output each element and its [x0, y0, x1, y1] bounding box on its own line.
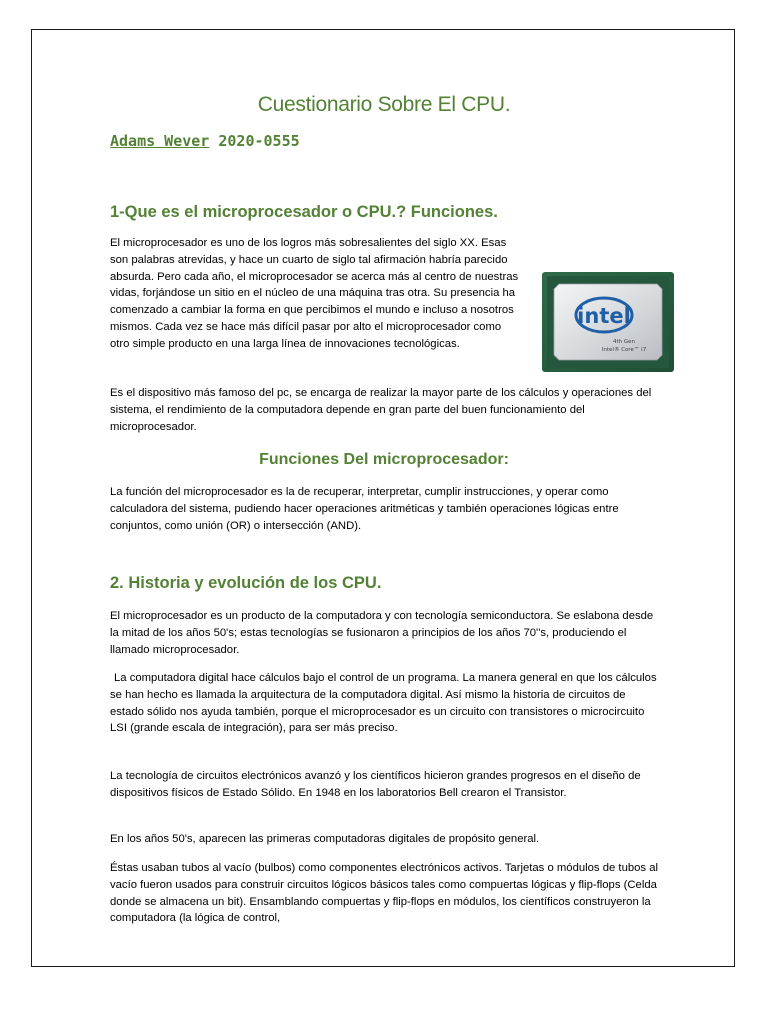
section-2-paragraph-2: La computadora digital hace cálculos bajo el control de un programa. La manera general en que los cálculos se han hecho es llamada la arquitectura de la computadora digital. Así mismo la historia de circuitos de estado sólido nos ayuda también, porque el microprocesador es un circuito con transistores o microcircuito LSI (grande escala de integración), para ser más preciso.	[110, 672, 657, 735]
intel-cpu-chip-image	[541, 271, 675, 373]
section-1-paragraph-2: Es el dispositivo más famoso del pc, se encarga de realizar la mayor parte de los cálculos y operaciones del sistema, el rendimiento de la computadora depende en gran parte del buen funcionamiento del microprocesador.	[110, 387, 652, 433]
cpu-chip-icon	[541, 271, 675, 373]
author-name: Adams Wever	[110, 132, 210, 150]
section-2-paragraph-1: El microprocesador es un producto de la computadora y con tecnología semiconductora. Se eslabona desde la mitad de los años 50's; estas tecnologías se fusionaron a principios de los años 70''s, produciendo el llamado microprocesador.	[110, 610, 654, 656]
document-title: Cuestionario Sobre El CPU.	[257, 93, 511, 116]
section-2-paragraph-4: En los años 50's, aparecen las primeras computadoras digitales de propósito general.	[110, 833, 540, 845]
section-2-paragraph-3: La tecnología de circuitos electrónicos avanzó y los científicos hicieron grandes progresos en el diseño de dispositivos físicos de Estado Sólido. En 1948 en los laboratorios Bell crearon el Transistor.	[110, 770, 641, 799]
section-1-heading: 1-Que es el microprocesador o CPU.? Funciones.	[110, 203, 498, 221]
chip-generation-label: 4th Gen	[612, 339, 636, 345]
section-2-heading: 2. Historia y evolución de los CPU.	[110, 574, 382, 592]
chip-brand-logo: intel	[577, 304, 631, 328]
page-frame	[31, 29, 735, 967]
section-1-paragraph-3: La función del microprocesador es la de recuperar, interpretar, cumplir instrucciones, y operar como calculadora del sistema, pudiendo hacer operaciones aritméticas y también operaciones lógicas entre conjuntos, como unión (OR) o intersección (AND).	[110, 486, 619, 532]
chip-model-label: Intel® Core™ i7	[601, 347, 647, 353]
functions-subheading: Funciones Del microprocesador:	[259, 451, 509, 468]
author-line	[110, 132, 300, 150]
section-1-paragraph-1: El microprocesador es uno de los logros más sobresalientes del siglo XX. Esas son palabras atrevidas, y hace un cuarto de siglo tal afirmación habría parecido absurda. Pero cada año, el microprocesador se acerca más al centro de nuestras vidas, forjándose un sitio en el núcleo de una máquina tras otra. Su presencia ha comenzado a cambiar la forma en que percibimos el mundo e incluso a nosotros mismos. Cada vez se hace más difícil pasar por alto el microprocesador como otro simple producto en una larga línea de innovaciones tecnológicas.	[110, 237, 519, 350]
author-id: 2020-0555	[218, 132, 300, 150]
section-2-paragraph-5: Éstas usaban tubos al vacío (bulbos) como componentes electrónicos activos. Tarjetas o módulos de tubos al vacío fueron usados para construir circuitos lógicos básicos tales como compuertas lógicas y flip-flops (Celda donde se almacena un bit). Ensamblando compuertas y flip-flops en módulos, los científicos construyeron la computadora (la lógica de control,	[110, 862, 658, 925]
